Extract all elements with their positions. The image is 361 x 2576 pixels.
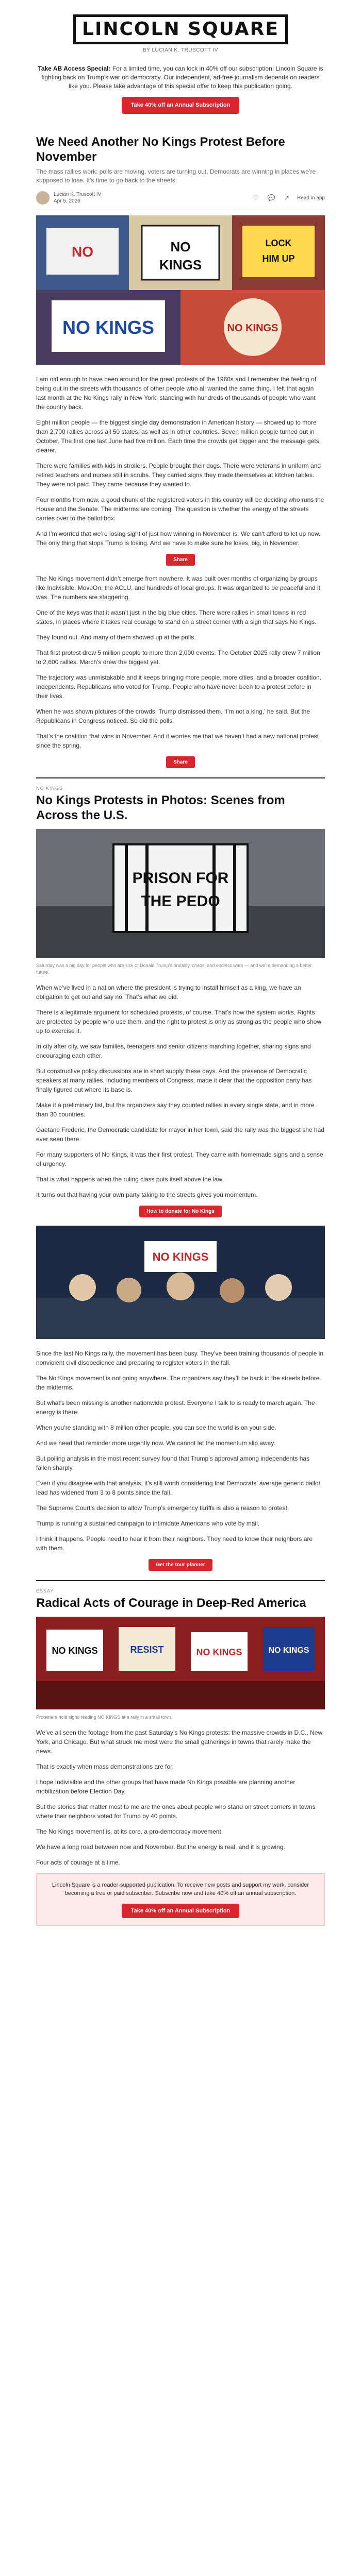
paragraph: But what’s been missing is another nationwide protest. Everyone I talk to is ready to march again. The energy is there. (36, 1399, 315, 1416)
paragraph: And we need that reminder more urgently now. We cannot let the momentum slip away. (36, 1439, 275, 1447)
author-avatar[interactable] (36, 191, 50, 205)
section-divider (36, 1580, 325, 1581)
paragraph: For many supporters of No Kings, it was their first protest. They came with homemade signs and a sense of urgency. (36, 1151, 323, 1167)
paragraph: But constructive policy discussions are in short supply these days. And the presence of Democratic speakers at many rallies, including members of Congress, made it clear that the opposition party has finally figured out where its base is. (36, 1067, 312, 1093)
svg-text:KINGS: KINGS (159, 257, 202, 273)
paragraph: The trajectory was unmistakable and it keeps bringing more people, more cities, and a broader coalition. Independents. Republicans who voted for Trump. People who have never been to a protest before in their lives. (36, 674, 321, 700)
paragraph: I think it happens. People need to hear it from their neighbors. They need to know their neighbors are with them. (36, 1535, 313, 1552)
svg-text:NO KINGS: NO KINGS (152, 1250, 209, 1263)
article-1-share-button-2[interactable]: Share (166, 756, 195, 768)
masthead (0, 0, 361, 53)
footer-subscribe-button[interactable]: Take 40% off an Annual Subscription (122, 1904, 240, 1918)
article-3-caption: Protesters hold signs reading NO KINGS at a rally in a small town. (36, 1715, 173, 1720)
paragraph: That’s the coalition that wins in November. And it worries me that we haven’t had a new national protest since the spring. (36, 733, 319, 749)
paragraph: We have a long road between now and November. But the energy is real, and it is growing. (36, 1843, 285, 1851)
paragraph: We’ve all seen the footage from the past Saturday’s No Kings protests: the massive crowds in D.C., New York, and Chicago. But what struck me most were the small gatherings in towns that rarely make the news. (36, 1729, 323, 1755)
article-1 (36, 134, 325, 768)
paragraph: When he was shown pictures of the crowds, Trump dismissed them. ‘I’m not a king,’ he said. But the Republicans in Congress noticed. So did the polls. (36, 708, 310, 724)
article-1-byline (36, 191, 325, 205)
paragraph: That is exactly when mass demonstrations are for. (36, 1763, 174, 1770)
article-2-photo (36, 829, 325, 958)
paragraph: There is a legitimate argument for scheduled protests, of course. That’s how the system works. Rights are protected by people who use them, and the right to protest is only as strong as the people who show up to exercise it. (36, 1009, 322, 1035)
paragraph: Gaetane Frederic, the Democratic candidate for mayor in her town, said the rally was the biggest she had ever seen there. (36, 1126, 324, 1143)
paragraph: But the stories that matter most to me are the ones about people who stand on street corners in towns where their neighbors voted for Trump by 40 points. (36, 1803, 316, 1820)
article-1-body (36, 375, 325, 548)
article-1-body-cont (36, 574, 325, 750)
svg-text:RESIST: RESIST (130, 1645, 164, 1655)
paragraph: Eight million people — the biggest single day demonstration in American history — showed up to more than 2,700 rallies across all 50 states, as well as in other countries. Seven million people turned out in October. The first one last June had five million. Each time the crowds get bigger and the message gets clearer. (36, 419, 319, 454)
paragraph: Trump is running a sustained campaign to intimidate Americans who vote by mail. (36, 1520, 260, 1527)
svg-text:NO KINGS: NO KINGS (268, 1646, 309, 1655)
svg-text:NO: NO (170, 239, 191, 255)
article-1-title[interactable]: We Need Another No Kings Protest Before November (36, 135, 285, 164)
svg-text:HIM UP: HIM UP (262, 253, 295, 264)
paragraph: One of the keys was that it wasn’t just in the big blue cities. There were rallies in small towns in red states, in places where it takes real courage to stand on a street corner with a sign that says No Kings. (36, 609, 317, 625)
paragraph: There were families with kids in strollers. People brought their dogs. There were veterans in uniform and retired teachers and nurses still in scrubs. They carried signs they made themselves at kitchen tables. They were not paid. They came because they wanted to. (36, 462, 321, 488)
article-2 (36, 777, 325, 1571)
site-logo[interactable]: LINCOLN SQUARE (73, 14, 288, 44)
article-2-title[interactable]: No Kings Protests in Photos: Scenes from Across the U.S. (36, 793, 285, 822)
svg-text:NO KINGS: NO KINGS (227, 323, 278, 334)
article-2-photo-2 (36, 1226, 325, 1339)
paragraph: They found out. And many of them showed up at the polls. (36, 634, 196, 641)
svg-text:NO KINGS: NO KINGS (196, 1647, 242, 1657)
paragraph: But polling analysis in the most recent survey found that Trump’s approval among independents has fallen sharply. (36, 1455, 310, 1471)
paragraph: When you’re standing with 8 million other people, you can see the world is on your side. (36, 1424, 276, 1431)
footer-subscribe-box (36, 1873, 325, 1926)
paragraph: Four months from now, a good chunk of the registered voters in this country will be deciding who runs the House and the Senate. The midterms are coming. The question is whether the energy of the streets carries over to the ballot box. (36, 496, 324, 522)
svg-text:NO KINGS: NO KINGS (52, 1646, 98, 1656)
paragraph: I am old enough to have been around for the great protests of the 1960s and I remember the feeling of being out in the streets with thousands of other people who all wanted the same thing. I felt that again last month at the No Kings rally in New York, standing with hundreds of thousands of people who want the country back. (36, 376, 317, 411)
promo-subscribe-button[interactable]: Take 40% off an Annual Subscription (122, 97, 240, 114)
promo-text: For a limited time, you can lock in 40% off our subscription! Lincoln Square is fighting back on Trump’s war on democracy. Our independent, ad-free journalism depends on readers like you. Please take advantage of this special offer to keep this publication going. (41, 65, 323, 90)
article-1-photo-collage (36, 215, 325, 365)
article-2-body-cont (36, 1349, 325, 1553)
article-2-donate-button[interactable]: How to donate for No Kings (139, 1206, 222, 1217)
paragraph: Make it a preliminary list, but the organizers say they counted rallies in every single state, and in more than 30 countries. (36, 1101, 315, 1118)
paragraph: That is what happens when the ruling class puts itself above the law. (36, 1176, 224, 1183)
svg-text:NO: NO (72, 244, 93, 260)
author-name[interactable]: Lucian K. Truscott IV (54, 192, 102, 197)
article-3-photo (36, 1617, 325, 1709)
svg-text:LOCK: LOCK (265, 238, 292, 248)
article-3-title[interactable]: Radical Acts of Courage in Deep-Red America (36, 1596, 306, 1610)
article-2-body (36, 983, 325, 1199)
paragraph: The Supreme Court’s decision to allow Trump’s emergency tariffs is also a reason to protest. (36, 1504, 289, 1512)
article-2-section[interactable]: NO KINGS (36, 786, 63, 791)
comment-icon[interactable]: 💬 (267, 194, 275, 201)
read-in-app-link[interactable]: Read in app (297, 195, 325, 201)
paragraph: The No Kings movement is not going anywhere. The organizers say they’ll be back in the streets before the midterms. (36, 1375, 320, 1391)
like-icon[interactable]: ♡ (253, 194, 259, 201)
footer-text: Lincoln Square is a reader-supported publication. To receive new posts and support my work, consider becoming a free or paid subscriber. Subscribe now and take 40% off an annual subscription. (52, 1882, 309, 1896)
svg-text:NO KINGS: NO KINGS (62, 317, 155, 338)
byline-actions (251, 193, 325, 203)
paragraph: The No Kings movement didn’t emerge from nowhere. It was built over months of organizing by groups like Indivisible, MoveOn, the ACLU, and hundreds of local groups. It was organized to be peaceful and it was. The numbers are staggering. (36, 575, 320, 601)
paragraph: That first protest drew 5 million people to more than 2,000 events. The October 2025 rally drew 7 million to 2,600 rallies. March’s drew the biggest yet. (36, 649, 320, 666)
article-2-cta-button[interactable]: Get the tour planner (149, 1559, 212, 1571)
paragraph: And I’m worried that we’re losing sight of just how winning in November is. We can’t afford to let up now. The only thing that stops Trump is losing. And we have to make sure he loses, big, in November. (36, 530, 321, 547)
section-divider (36, 777, 325, 778)
article-1-subtitle: The mass rallies work: polls are moving, voters are turning out, Democrats are winning in places we’re supposed to lose. It’s time to go back to the streets. (36, 168, 316, 184)
site-tagline: BY LUCIAN K. TRUSCOTT IV (143, 47, 218, 53)
promo-lead: Take AB Access Special: (38, 65, 111, 72)
article-3-section[interactable]: ESSAY (36, 1588, 54, 1594)
post-date: Apr 5, 2026 (54, 198, 80, 204)
paragraph: I hope Indivisible and the other groups that have made No Kings possible are planning another mobilization before Election Day. (36, 1778, 296, 1795)
photo-sign-text: PRISON FOR (132, 870, 229, 887)
article-3-body (36, 1728, 325, 1867)
paragraph: It turns out that having your own party taking to the streets gives you momentum. (36, 1191, 258, 1198)
paragraph: In city after city, we saw families, teenagers and senior citizens marching together, sharing signs and encouraging each other. (36, 1043, 311, 1059)
share-icon[interactable]: ↗ (284, 194, 290, 201)
paragraph: The No Kings movement is, at its core, a pro-democracy movement. (36, 1828, 223, 1835)
svg-text:THE PEDO: THE PEDO (141, 893, 220, 910)
paragraph: Four acts of courage at a time. (36, 1859, 120, 1866)
paragraph: Even if you disagree with that analysis, it’s still worth considering that Democrats’ average generic ballot lead has widened from 3 to 8 points since the fall. (36, 1480, 320, 1496)
paragraph: Since the last No Kings rally, the movement has been busy. They’ve been training thousands of people in nonviolent civil disobedience and preparing to register voters in the fall. (36, 1350, 324, 1366)
subscription-promo (36, 64, 325, 114)
article-1-share-button[interactable]: Share (166, 554, 195, 566)
article-3 (36, 1580, 325, 1867)
paragraph: When we’ve lived in a nation where the president is trying to install himself as a king, we have an obligation to get out and say no. That’s what we did. (36, 984, 301, 1001)
article-2-caption: Saturday was a big day for people who are sick of Donald Trump’s brutality, chaos, and endless wars — and we’re demanding a better future. (36, 963, 312, 975)
